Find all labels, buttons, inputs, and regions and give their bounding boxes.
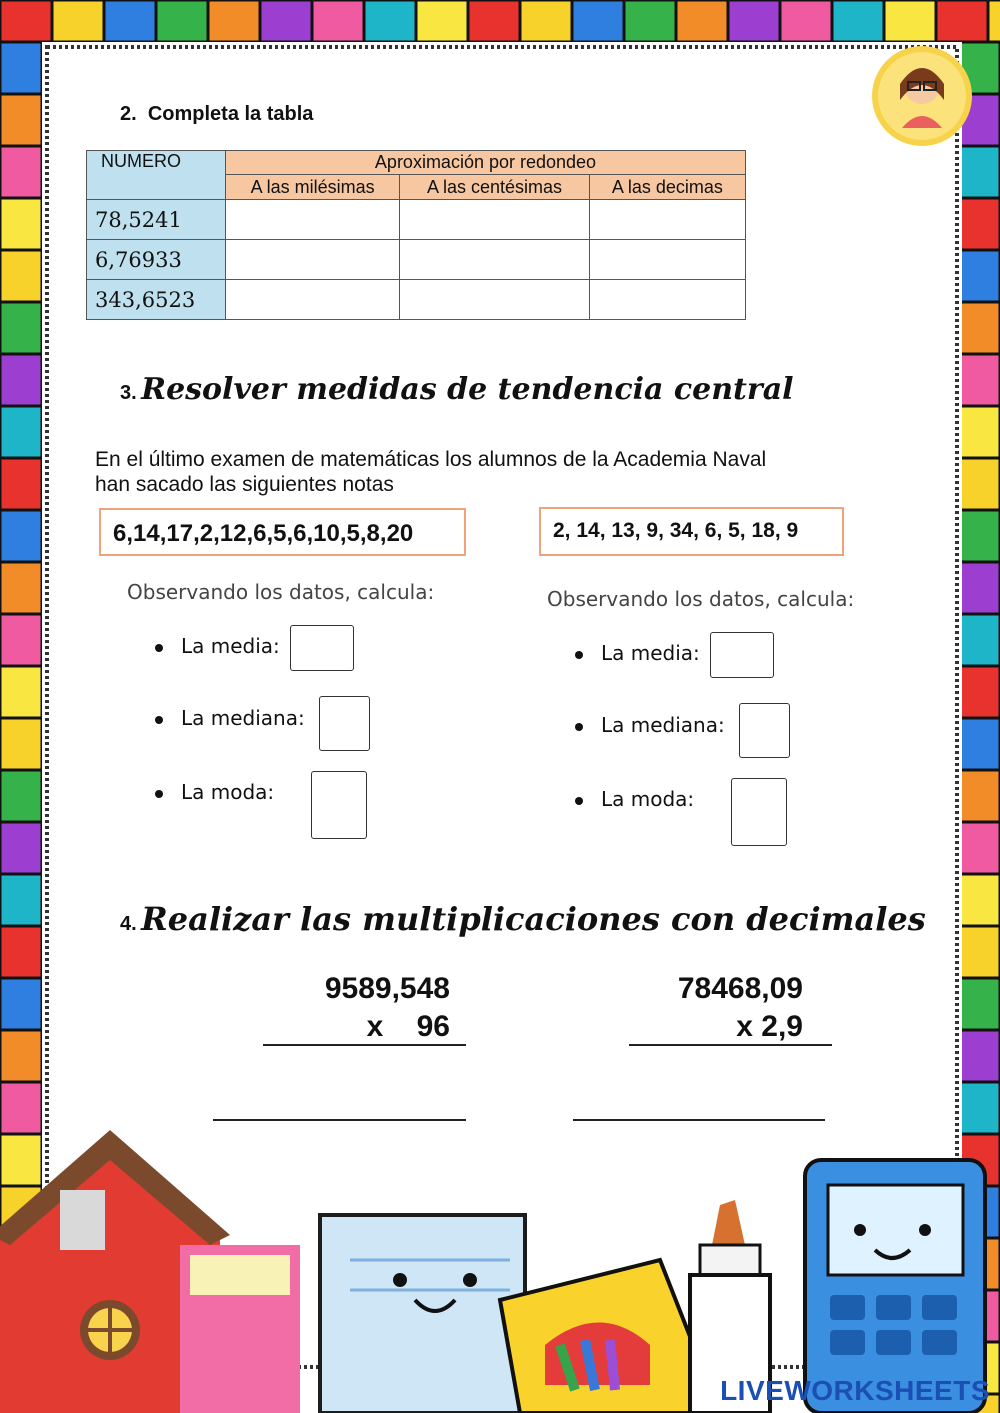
table-row bbox=[87, 240, 746, 280]
answer-box-mode-left[interactable] bbox=[311, 771, 367, 839]
bullet-icon bbox=[155, 644, 163, 652]
answer-cell-hundredths[interactable] bbox=[400, 200, 590, 240]
item-label: La media: bbox=[601, 641, 700, 665]
operation-line-left bbox=[263, 1044, 466, 1046]
section2-heading bbox=[120, 103, 313, 126]
answer-cell-tenths[interactable] bbox=[589, 280, 745, 320]
data-set-left: 6,14,17,2,12,6,5,6,10,5,8,20 bbox=[99, 508, 466, 556]
answer-cell-tenths[interactable] bbox=[589, 200, 745, 240]
observe-label-left: Observando los datos, calcula: bbox=[127, 580, 435, 604]
multiplicand-right: 78468,09 bbox=[677, 972, 803, 1005]
row-number: 78,5241 bbox=[87, 200, 226, 240]
item-label: La moda: bbox=[181, 780, 275, 804]
item-label: La moda: bbox=[601, 787, 695, 811]
section2-number: 2. bbox=[120, 103, 137, 125]
answer-box-median-left[interactable] bbox=[319, 696, 370, 751]
row-number: 6,76933 bbox=[87, 240, 226, 280]
col-header-number: NUMERO bbox=[87, 151, 226, 200]
section3-heading bbox=[120, 372, 794, 407]
answer-box-median-right[interactable] bbox=[739, 703, 790, 758]
section4-title: Realizar las multiplicaciones con decimales bbox=[141, 900, 926, 938]
section2-title: Completa la tabla bbox=[147, 103, 314, 125]
bullet-icon bbox=[575, 651, 583, 659]
paragraph-line-1: En el último examen de matemáticas los alumnos de la Academia Naval bbox=[95, 448, 767, 471]
item-mode-left bbox=[155, 780, 274, 804]
col-header-hundredths: A las centésimas bbox=[400, 175, 590, 200]
bullet-icon bbox=[155, 790, 163, 798]
item-median-right bbox=[575, 713, 725, 737]
paragraph-line-2: han sacado las siguientes notas bbox=[95, 473, 394, 496]
answer-cell-thousandths[interactable] bbox=[226, 240, 400, 280]
item-mean-left bbox=[155, 634, 280, 658]
col-header-thousandths: A las milésimas bbox=[226, 175, 400, 200]
multiplicand-left: 9589,548 bbox=[324, 972, 450, 1005]
answer-line-left[interactable] bbox=[213, 1119, 466, 1121]
data-set-right: 2, 14, 13, 9, 34, 6, 5, 18, 9 bbox=[539, 507, 844, 556]
rounding-table bbox=[86, 150, 746, 320]
item-label: La media: bbox=[181, 634, 280, 658]
multiplier-right: x 2,9 bbox=[736, 1010, 803, 1043]
answer-cell-hundredths[interactable] bbox=[400, 280, 590, 320]
answer-cell-thousandths[interactable] bbox=[226, 280, 400, 320]
answer-cell-thousandths[interactable] bbox=[226, 200, 400, 240]
operation-line-right bbox=[629, 1044, 832, 1046]
section3-title: Resolver medidas de tendencia central bbox=[141, 372, 794, 407]
item-label: La mediana: bbox=[181, 706, 305, 730]
bullet-icon bbox=[155, 716, 163, 724]
answer-line-right[interactable] bbox=[573, 1119, 825, 1121]
answer-box-mean-right[interactable] bbox=[710, 632, 774, 678]
bullet-icon bbox=[575, 797, 583, 805]
bullet-icon bbox=[575, 723, 583, 731]
item-label: La mediana: bbox=[601, 713, 725, 737]
avatar-badge bbox=[872, 46, 972, 146]
liveworksheets-watermark: LIVEWORKSHEETS bbox=[720, 1375, 990, 1406]
col-header-tenths: A las decimas bbox=[589, 175, 745, 200]
table-row bbox=[87, 200, 746, 240]
observe-label-right: Observando los datos, calcula: bbox=[547, 587, 855, 611]
item-mean-right bbox=[575, 641, 700, 665]
col-header-group: Aproximación por redondeo bbox=[226, 151, 746, 175]
section4-heading bbox=[120, 900, 926, 938]
row-number: 343,6523 bbox=[87, 280, 226, 320]
table-row bbox=[87, 280, 746, 320]
answer-box-mode-right[interactable] bbox=[731, 778, 787, 846]
item-mode-right bbox=[575, 787, 694, 811]
problem-paragraph bbox=[95, 447, 895, 497]
answer-box-mean-left[interactable] bbox=[290, 625, 354, 671]
answer-cell-hundredths[interactable] bbox=[400, 240, 590, 280]
answer-cell-tenths[interactable] bbox=[589, 240, 745, 280]
multiplier-left: x 96 bbox=[366, 1010, 450, 1043]
section3-number: 3. bbox=[120, 382, 137, 404]
item-median-left bbox=[155, 706, 305, 730]
section4-number: 4. bbox=[120, 913, 137, 935]
